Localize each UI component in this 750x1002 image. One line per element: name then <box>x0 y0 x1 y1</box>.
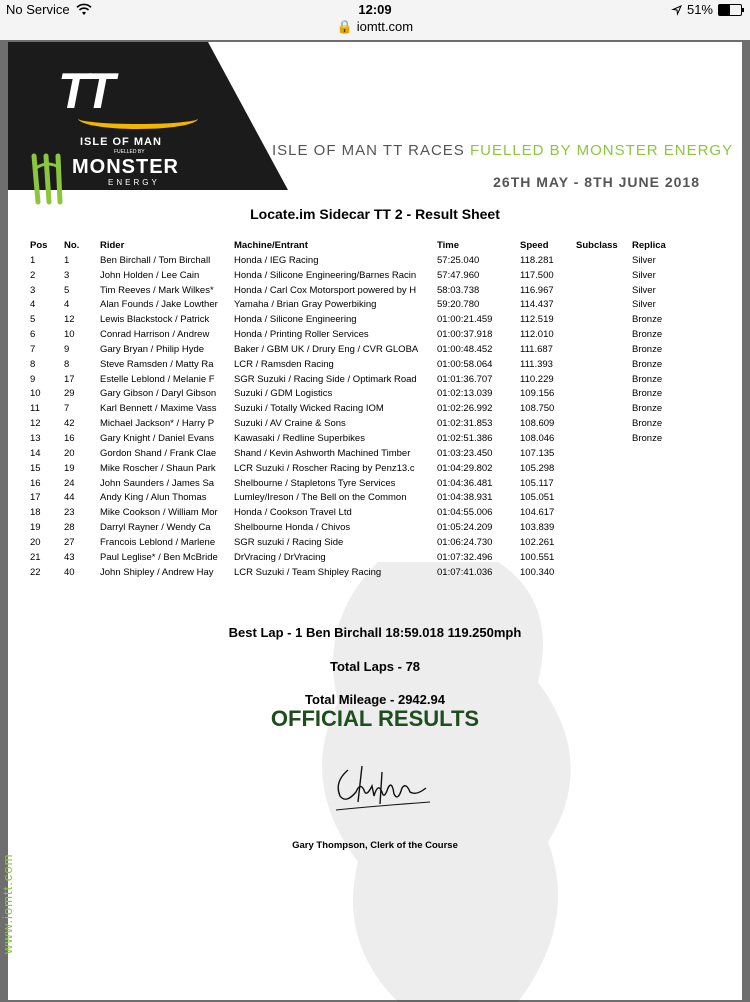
cell-replica: Bronze <box>632 314 663 326</box>
cell-rider: John Saunders / James Sa <box>100 477 215 489</box>
cell-pos: 12 <box>30 418 41 430</box>
cell-speed: 117.500 <box>520 269 554 281</box>
cell-time: 01:00:37.918 <box>437 329 493 341</box>
cell-rider: Gary Bryan / Philip Hyde <box>100 343 205 355</box>
sheet-title: Locate.im Sidecar TT 2 - Result Sheet <box>250 206 500 222</box>
cell-pos: 4 <box>30 299 36 311</box>
header-no: No. <box>64 240 80 251</box>
cell-no: 10 <box>64 329 75 341</box>
table-row <box>30 507 720 522</box>
cell-rider: Gary Gibson / Daryl Gibson <box>100 388 217 400</box>
cell-time: 01:04:29.802 <box>437 462 493 474</box>
isle-of-man-label: ISLE OF MAN <box>80 136 162 148</box>
battery-percent: 51% <box>686 2 713 17</box>
table-row <box>30 478 720 493</box>
cell-speed: 108.750 <box>520 403 555 415</box>
cell-machine: Honda / Silicone Engineering/Barnes Racin <box>234 269 417 281</box>
cell-speed: 108.609 <box>520 418 555 430</box>
table-header <box>30 240 720 255</box>
fuelled-by-label: FUELLED BY <box>114 149 145 155</box>
cell-speed: 110.229 <box>520 373 554 385</box>
cell-no: 9 <box>64 343 70 355</box>
cell-machine: Lumley/Ireson / The Bell on the Common <box>234 492 407 504</box>
cell-rider: Francois Leblond / Marlene <box>100 536 216 548</box>
table-row <box>30 448 720 463</box>
cell-machine: DrVracing / DrVracing <box>234 551 326 563</box>
cell-time: 01:02:13.039 <box>437 388 493 400</box>
tagline-main: ISLE OF MAN TT RACES <box>272 142 470 159</box>
cell-speed: 102.261 <box>520 536 555 548</box>
cell-time: 01:03:23.450 <box>437 447 493 459</box>
cell-time: 01:00:48.452 <box>437 343 493 355</box>
cell-speed: 109.156 <box>520 388 555 400</box>
cell-pos: 14 <box>30 447 41 459</box>
cell-rider: Darryl Rayner / Wendy Ca <box>100 522 211 534</box>
cell-rider: Gary Knight / Daniel Evans <box>100 432 215 444</box>
location-arrow-icon <box>672 5 682 15</box>
cell-time: 01:05:24.209 <box>437 522 493 534</box>
table-row <box>30 552 720 567</box>
cell-no: 27 <box>64 536 75 548</box>
cell-machine: Kawasaki / Redline Superbikes <box>234 432 365 444</box>
table-row <box>30 403 720 418</box>
event-dates: 26TH MAY - 8TH JUNE 2018 <box>493 174 700 190</box>
cell-replica: Bronze <box>632 373 663 385</box>
cell-rider: Ben Birchall / Tom Birchall <box>100 254 211 266</box>
cell-time: 58:03.738 <box>437 284 480 296</box>
cell-machine: Honda / Printing Roller Services <box>234 329 369 341</box>
cell-machine: LCR Suzuki / Team Shipley Racing <box>234 566 382 578</box>
cell-rider: John Shipley / Andrew Hay <box>100 566 214 578</box>
cell-pos: 20 <box>30 536 41 548</box>
table-row <box>30 329 720 344</box>
cell-speed: 118.281 <box>520 254 554 266</box>
cell-no: 24 <box>64 477 75 489</box>
cell-replica: Bronze <box>632 403 663 415</box>
total-mileage: Total Mileage - 2942.94 <box>305 692 445 707</box>
table-row <box>30 463 720 478</box>
table-row <box>30 374 720 389</box>
cell-pos: 16 <box>30 477 41 489</box>
table-row <box>30 567 720 582</box>
header-pos: Pos <box>30 240 48 251</box>
cell-speed: 112.010 <box>520 329 554 341</box>
cell-machine: Honda / IEG Racing <box>234 254 319 266</box>
cell-replica: Silver <box>632 269 656 281</box>
website-url: www.iomtt.com <box>0 853 15 954</box>
cell-pos: 13 <box>30 432 41 444</box>
cell-no: 4 <box>64 299 70 311</box>
tagline-accent: FUELLED BY MONSTER ENERGY <box>469 142 734 159</box>
cell-speed: 116.967 <box>520 284 554 296</box>
cell-replica: Bronze <box>632 418 663 430</box>
cell-pos: 3 <box>30 284 36 296</box>
cell-no: 42 <box>64 418 75 430</box>
cell-pos: 10 <box>30 388 41 400</box>
cell-time: 01:00:21.459 <box>437 314 493 326</box>
cell-time: 01:07:32.496 <box>437 551 493 563</box>
cell-machine: Honda / Silicone Engineering <box>234 314 357 326</box>
table-row <box>30 492 720 507</box>
cell-no: 44 <box>64 492 75 504</box>
clerk-signature-caption: Gary Thompson, Clerk of the Course <box>292 840 458 851</box>
cell-no: 17 <box>64 373 75 385</box>
table-row <box>30 433 720 448</box>
cell-rider: Paul Leglise* / Ben McBride <box>100 551 218 563</box>
cell-no: 40 <box>64 566 75 578</box>
cell-rider: Estelle Leblond / Melanie F <box>100 373 215 385</box>
cell-replica: Bronze <box>632 329 663 341</box>
cell-time: 01:04:36.481 <box>437 477 493 489</box>
cell-no: 5 <box>64 284 70 296</box>
cell-no: 1 <box>64 254 70 266</box>
table-row <box>30 359 720 374</box>
cell-pos: 11 <box>30 403 40 415</box>
cell-speed: 100.340 <box>520 566 555 578</box>
cell-machine: LCR / Ramsden Racing <box>234 358 334 370</box>
cell-no: 16 <box>64 432 75 444</box>
monster-wordmark: MONSTER <box>72 156 179 178</box>
header-rider: Rider <box>100 240 125 251</box>
total-laps: Total Laps - 78 <box>329 659 421 674</box>
cell-speed: 114.437 <box>520 299 554 311</box>
cell-time: 57:25.040 <box>437 254 480 266</box>
cell-pos: 8 <box>30 358 36 370</box>
cell-time: 01:02:51.386 <box>437 432 493 444</box>
cell-replica: Bronze <box>632 343 663 355</box>
cell-machine: LCR Suzuki / Roscher Racing by Penz13.c <box>234 462 415 474</box>
table-row <box>30 314 720 329</box>
cell-no: 12 <box>64 314 75 326</box>
cell-speed: 105.117 <box>520 477 554 489</box>
cell-machine: SGR suzuki / Racing Side <box>234 536 344 548</box>
address-bar[interactable] <box>0 19 750 35</box>
table-row <box>30 285 720 300</box>
best-lap: Best Lap - 1 Ben Birchall 18:59.018 119.250mph <box>228 625 522 640</box>
header-speed: Speed <box>520 240 549 251</box>
cell-rider: Andy King / Alun Thomas <box>100 492 207 504</box>
cell-machine: Shelbourne / Stapletons Tyre Services <box>234 477 396 489</box>
header-replica: Replica <box>632 240 666 251</box>
cell-machine: Yamaha / Brian Gray Powerbiking <box>234 299 377 311</box>
cell-speed: 104.617 <box>520 507 555 519</box>
cell-time: 01:01:36.707 <box>437 373 493 385</box>
cell-no: 19 <box>64 462 75 474</box>
cell-speed: 112.519 <box>520 314 554 326</box>
cell-machine: Suzuki / AV Craine & Sons <box>234 418 346 430</box>
battery-status <box>672 2 742 17</box>
header-time: Time <box>437 240 460 251</box>
carrier-label: No Service <box>6 2 70 17</box>
cell-machine: SGR Suzuki / Racing Side / Optimark Road <box>234 373 417 385</box>
battery-icon <box>718 4 742 16</box>
cell-pos: 9 <box>30 373 36 385</box>
result-sheet <box>0 42 742 1000</box>
results-table <box>30 240 720 581</box>
cell-pos: 17 <box>30 492 41 504</box>
tt-mark: TT <box>58 63 112 119</box>
lock-icon: 🔒 <box>336 19 354 34</box>
cell-rider: Mike Cookson / William Mor <box>100 507 218 519</box>
clock: 12:09 <box>358 2 392 17</box>
cell-pos: 2 <box>30 269 36 281</box>
cell-time: 01:04:38.931 <box>437 492 493 504</box>
cell-machine: Suzuki / Totally Wicked Racing IOM <box>234 403 384 415</box>
cell-no: 20 <box>64 447 75 459</box>
cell-replica: Silver <box>632 254 656 266</box>
tagline <box>272 142 733 159</box>
table-row <box>30 255 720 270</box>
cell-time: 01:06:24.730 <box>437 536 493 548</box>
cell-machine: Shelbourne Honda / Chivos <box>234 522 351 534</box>
cell-machine: Baker / GBM UK / Drury Eng / CVR GLOBA <box>234 343 419 355</box>
cell-speed: 100.551 <box>520 551 555 563</box>
cell-pos: 5 <box>30 314 36 326</box>
cell-pos: 1 <box>30 254 36 266</box>
cell-no: 3 <box>64 269 70 281</box>
tt-logo <box>48 60 228 190</box>
banner-white-area <box>288 42 742 190</box>
signature-image <box>326 752 436 822</box>
energy-wordmark: ENERGY <box>108 178 160 187</box>
cell-rider: John Holden / Lee Cain <box>100 269 200 281</box>
table-row <box>30 522 720 537</box>
cell-replica: Bronze <box>632 358 663 370</box>
cell-time: 57:47.960 <box>437 269 480 281</box>
cell-rider: Conrad Harrison / Andrew <box>100 329 210 341</box>
header-subclass: Subclass <box>576 240 618 251</box>
cell-rider: Steve Ramsden / Matty Ra <box>100 358 214 370</box>
cell-replica: Silver <box>632 284 656 296</box>
cell-speed: 103.839 <box>520 522 555 534</box>
cell-pos: 6 <box>30 329 36 341</box>
cell-time: 01:07:41.036 <box>437 566 493 578</box>
table-row <box>30 270 720 285</box>
cell-machine: Honda / Cookson Travel Ltd <box>234 507 352 519</box>
cell-time: 01:00:58.064 <box>437 358 493 370</box>
status-bar <box>0 0 750 40</box>
cell-rider: Michael Jackson* / Harry P <box>100 418 215 430</box>
table-row <box>30 299 720 314</box>
cell-no: 29 <box>64 388 75 400</box>
cell-time: 01:02:31.853 <box>437 418 493 430</box>
cell-rider: Karl Bennett / Maxime Vass <box>100 403 217 415</box>
cell-replica: Bronze <box>632 388 663 400</box>
cell-time: 01:04:55.006 <box>437 507 493 519</box>
cell-speed: 111.687 <box>520 343 553 355</box>
cell-rider: Mike Roscher / Shaun Park <box>100 462 216 474</box>
cell-rider: Alan Founds / Jake Lowther <box>100 299 218 311</box>
cell-pos: 19 <box>30 522 41 534</box>
cell-pos: 18 <box>30 507 41 519</box>
table-row <box>30 344 720 359</box>
cell-no: 7 <box>64 403 70 415</box>
cell-machine: Honda / Carl Cox Motorsport powered by H <box>234 284 417 296</box>
url-text: iomtt.com <box>356 19 414 34</box>
cell-speed: 107.135 <box>520 447 555 459</box>
cell-speed: 105.298 <box>520 462 555 474</box>
official-results: OFFICIAL RESULTS <box>270 706 480 731</box>
cell-no: 8 <box>64 358 70 370</box>
cell-pos: 15 <box>30 462 41 474</box>
table-row <box>30 537 720 552</box>
cell-speed: 111.393 <box>520 358 553 370</box>
cell-rider: Lewis Blackstock / Patrick <box>100 314 210 326</box>
cell-time: 01:02:26.992 <box>437 403 493 415</box>
cell-time: 59:20.780 <box>437 299 480 311</box>
table-row <box>30 388 720 403</box>
header-machine: Machine/Entrant <box>234 240 308 251</box>
cell-machine: Shand / Kevin Ashworth Machined Timber <box>234 447 411 459</box>
cell-pos: 22 <box>30 566 41 578</box>
cell-pos: 7 <box>30 343 36 355</box>
cell-speed: 108.046 <box>520 432 555 444</box>
cell-no: 43 <box>64 551 75 563</box>
cell-replica: Bronze <box>632 432 663 444</box>
cell-replica: Silver <box>632 299 656 311</box>
cell-no: 28 <box>64 522 75 534</box>
cell-speed: 105.051 <box>520 492 555 504</box>
table-row <box>30 418 720 433</box>
cell-pos: 21 <box>30 551 41 563</box>
cell-no: 23 <box>64 507 75 519</box>
cell-rider: Gordon Shand / Frank Clae <box>100 447 217 459</box>
cell-machine: Suzuki / GDM Logistics <box>234 388 333 400</box>
cell-rider: Tim Reeves / Mark Wilkes* <box>100 284 214 296</box>
tt-swoosh <box>78 108 198 129</box>
monster-claw-icon <box>30 154 70 204</box>
battery-level <box>719 5 730 15</box>
